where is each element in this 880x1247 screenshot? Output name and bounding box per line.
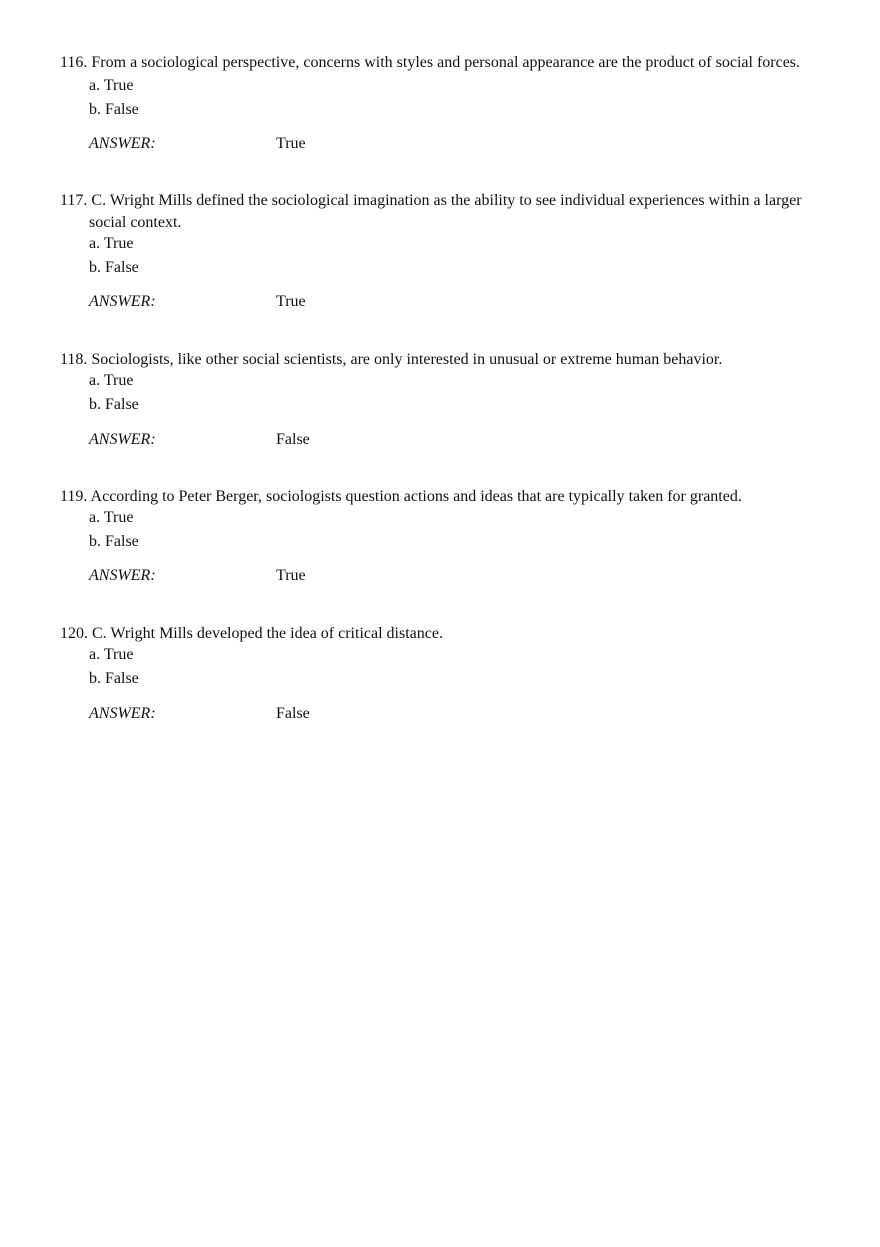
answer-label: ANSWER: [89, 431, 156, 448]
option-a: a. True [89, 509, 134, 526]
option-a: a. True [89, 235, 134, 252]
answer-value: True [276, 293, 306, 310]
question-stem [60, 190, 820, 234]
question-stem [60, 486, 820, 508]
answer-value: True [276, 567, 306, 584]
option-a: a. True [89, 646, 134, 663]
option-b: b. False [89, 670, 139, 687]
question-number: 118. [60, 351, 88, 368]
answer-value: False [276, 431, 310, 448]
option-b: b. False [89, 259, 139, 276]
answer-label: ANSWER: [89, 705, 156, 722]
option-a: a. True [89, 77, 134, 94]
question-stem [60, 52, 820, 74]
answer-value: False [276, 705, 310, 722]
question-text: C. Wright Mills developed the idea of critical distance. [92, 625, 443, 642]
question-text: From a sociological perspective, concerns with styles and personal appearance are the product of social forces. [91, 54, 801, 71]
answer-label: ANSWER: [89, 293, 156, 310]
option-b: b. False [89, 533, 139, 550]
answer-label: ANSWER: [89, 135, 156, 152]
question-text: C. Wright Mills defined the sociological imagination as the ability to see individual experiences within a larger [91, 192, 802, 209]
question-number: 120. [60, 625, 88, 642]
option-b: b. False [89, 101, 139, 118]
question-text-continuation: social context. [89, 214, 182, 231]
option-b: b. False [89, 396, 139, 413]
question-stem [60, 349, 820, 371]
question-stem [60, 623, 820, 645]
question-number: 116. [60, 54, 88, 71]
question-text: According to Peter Berger, sociologists question actions and ideas that are typically taken for granted. [90, 488, 742, 505]
question-number: 117. [60, 192, 88, 209]
answer-value: True [276, 135, 306, 152]
option-a: a. True [89, 372, 134, 389]
answer-label: ANSWER: [89, 567, 156, 584]
question-text: Sociologists, like other social scientists, are only interested in unusual or extreme human behavior. [91, 351, 723, 368]
question-number: 119. [60, 488, 88, 505]
